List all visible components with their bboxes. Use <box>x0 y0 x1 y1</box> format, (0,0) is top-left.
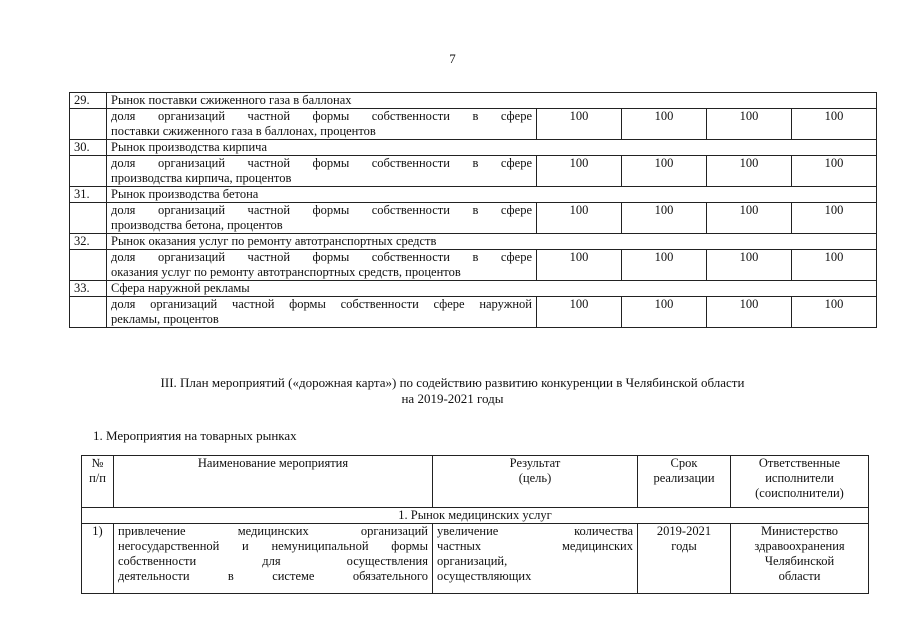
indicator-value: 100 <box>792 250 877 281</box>
indicator-row <box>70 250 877 281</box>
indicator-text: доля организаций частной формы собственности в сфере оказания услуг по ремонту автотранспортных средств, процентов <box>107 250 537 281</box>
page-number: 7 <box>449 51 456 66</box>
section-title-line1: III. План мероприятий («дорожная карта») по содействию развитию конкуренции в Челябинской области <box>160 375 745 390</box>
indicator-value: 100 <box>537 250 622 281</box>
indicator-value: 100 <box>707 109 792 140</box>
plan-row-name: привлечение медицинских организаций негосударственной и немуниципальной формы собственности для осуществления деятельности в системе обязательного <box>114 524 433 594</box>
indicator-value: 100 <box>622 109 707 140</box>
market-title: Рынок производства кирпича <box>107 140 877 156</box>
market-title-row <box>70 234 877 250</box>
subsection-title: 1. Мероприятия на товарных рынках <box>93 428 297 443</box>
market-title: Рынок производства бетона <box>107 187 877 203</box>
market-title-row <box>70 140 877 156</box>
indicator-value: 100 <box>537 109 622 140</box>
market-title-row <box>70 281 877 297</box>
category-label: 1. Рынок медицинских услуг <box>82 508 869 524</box>
indicator-num-blank <box>70 297 107 328</box>
header-name: Наименование мероприятия <box>114 456 433 508</box>
indicator-text: доля организаций частной формы собственности в сфере производства бетона, процентов <box>107 203 537 234</box>
indicator-text: доля организаций частной формы собственности в сфере поставки сжиженного газа в баллонах, процентов <box>107 109 537 140</box>
indicator-row <box>70 109 877 140</box>
market-title: Рынок поставки сжиженного газа в баллонах <box>107 93 877 109</box>
plan-row-result: увеличение количества частных медицинских организаций, осуществляющих <box>433 524 638 594</box>
indicator-value: 100 <box>707 156 792 187</box>
indicator-num-blank <box>70 156 107 187</box>
indicator-value: 100 <box>707 297 792 328</box>
indicators-table <box>69 92 877 328</box>
indicator-num-blank <box>70 203 107 234</box>
indicator-value: 100 <box>537 156 622 187</box>
market-number: 30. <box>70 140 107 156</box>
market-title: Рынок оказания услуг по ремонту автотранспортных средств <box>107 234 877 250</box>
market-title-row <box>70 93 877 109</box>
market-number: 31. <box>70 187 107 203</box>
header-num: № п/п <box>82 456 114 508</box>
market-number: 32. <box>70 234 107 250</box>
category-row <box>82 508 869 524</box>
plan-row-num: 1) <box>82 524 114 594</box>
market-number: 33. <box>70 281 107 297</box>
indicator-value: 100 <box>622 297 707 328</box>
plan-table <box>81 455 869 594</box>
indicator-value: 100 <box>707 203 792 234</box>
indicator-value: 100 <box>792 297 877 328</box>
plan-row <box>82 524 869 594</box>
indicator-text: доля организаций частной формы собственности в сфере производства кирпича, процентов <box>107 156 537 187</box>
indicator-value: 100 <box>792 156 877 187</box>
plan-row-exec: Министерство здравоохранения Челябинской области <box>731 524 869 594</box>
section-title-line2: на 2019-2021 годы <box>401 391 504 406</box>
indicator-value: 100 <box>537 203 622 234</box>
indicator-value: 100 <box>622 156 707 187</box>
indicator-num-blank <box>70 250 107 281</box>
plan-header-row <box>82 456 869 508</box>
header-exec: Ответственные исполнители (соисполнители) <box>731 456 869 508</box>
indicator-value: 100 <box>792 109 877 140</box>
indicator-value: 100 <box>707 250 792 281</box>
indicator-text: доля организаций частной формы собственности сфере наружной рекламы, процентов <box>107 297 537 328</box>
market-title: Сфера наружной рекламы <box>107 281 877 297</box>
indicator-row <box>70 297 877 328</box>
header-term: Срок реализации <box>638 456 731 508</box>
plan-row-term: 2019-2021 годы <box>638 524 731 594</box>
market-number: 29. <box>70 93 107 109</box>
indicator-value: 100 <box>622 203 707 234</box>
market-title-row <box>70 187 877 203</box>
indicator-value: 100 <box>537 297 622 328</box>
header-result: Результат (цель) <box>433 456 638 508</box>
indicator-row <box>70 156 877 187</box>
indicator-value: 100 <box>622 250 707 281</box>
indicator-row <box>70 203 877 234</box>
indicator-value: 100 <box>792 203 877 234</box>
indicator-num-blank <box>70 109 107 140</box>
